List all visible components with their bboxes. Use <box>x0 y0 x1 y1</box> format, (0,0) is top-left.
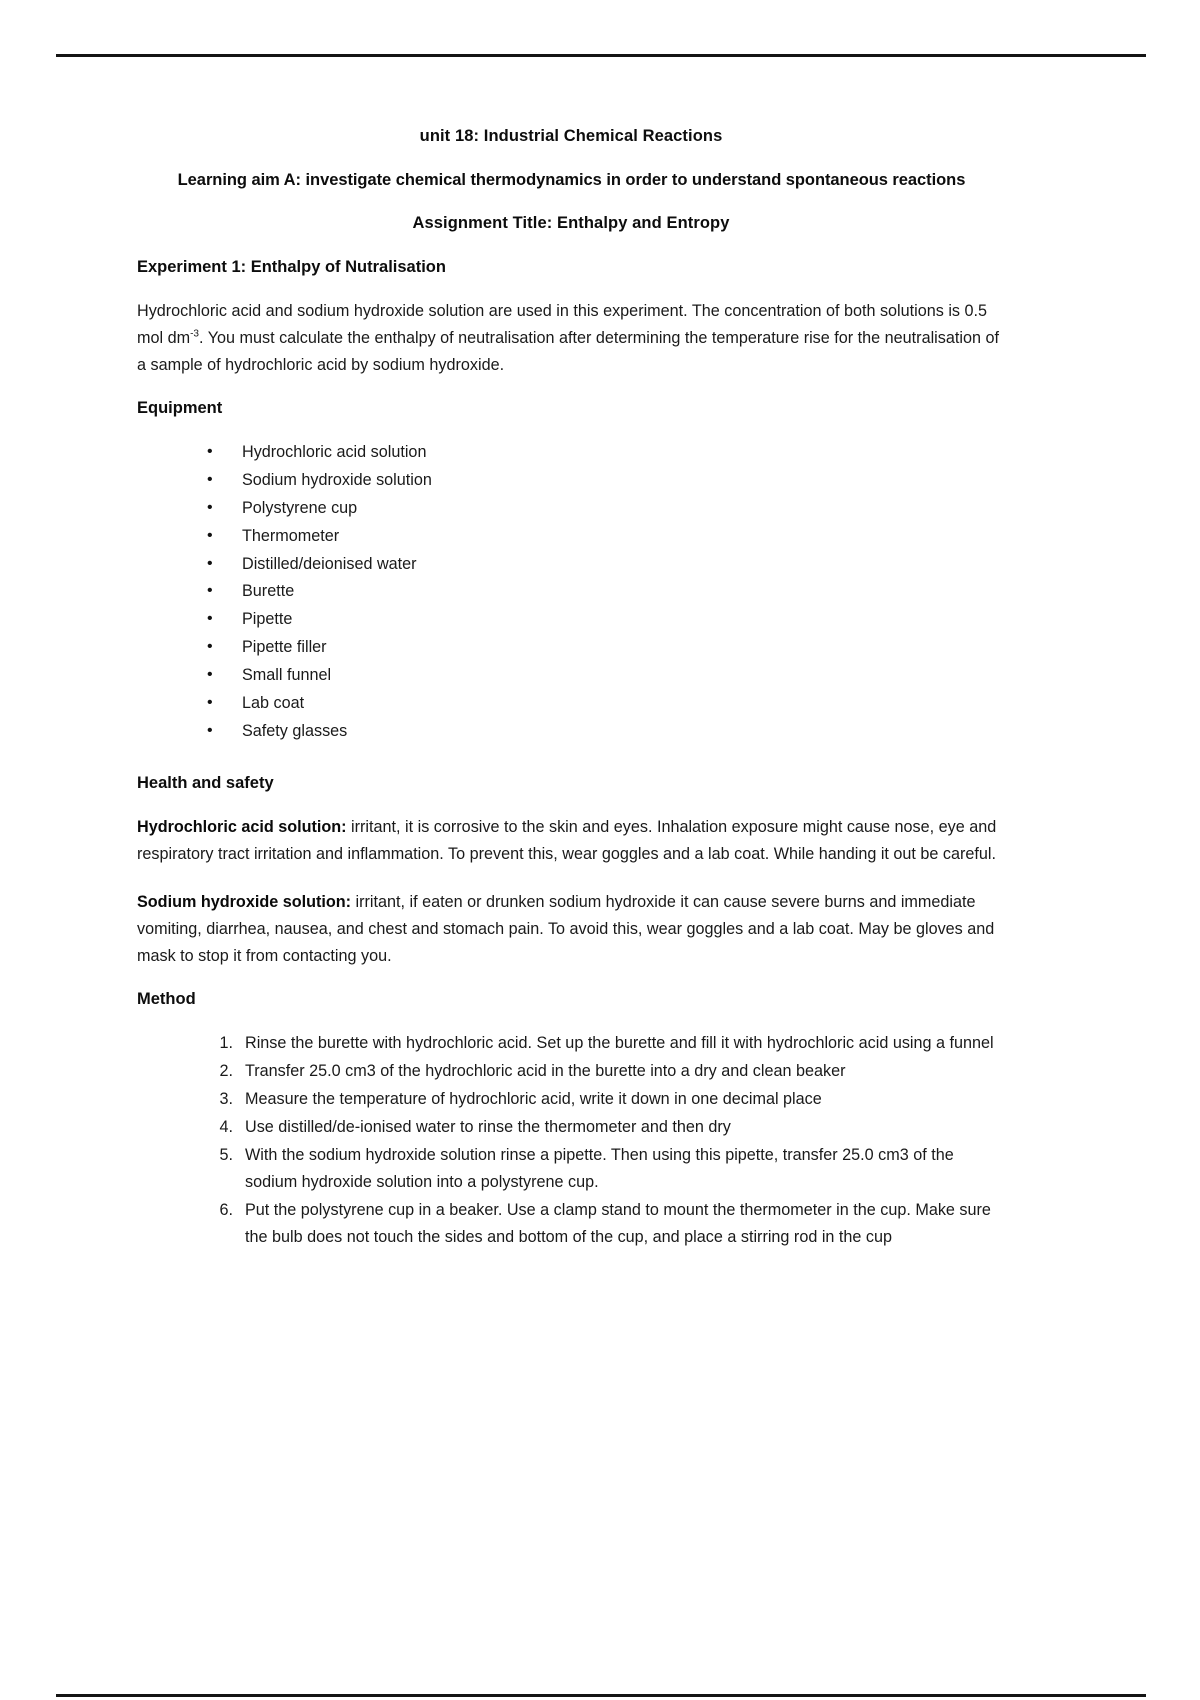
list-item: • Pipette <box>207 606 1005 634</box>
list-item: • Sodium hydroxide solution <box>207 467 1005 495</box>
list-item: • Safety glasses <box>207 718 1005 746</box>
list-item: Measure the temperature of hydrochloric acid, write it down in one decimal place <box>245 1090 822 1109</box>
experiment-intro-paragraph <box>137 298 1005 379</box>
hazard-hcl-label: Hydrochloric acid solution: <box>137 818 347 837</box>
intro-text-part1: Hydrochloric acid and sodium hydroxide solution are used in this experiment. The concentration of both solutions is 0.5 mol dm <box>137 302 988 347</box>
hazard-hydrochloric-acid-paragraph <box>137 814 1005 868</box>
method-list <box>137 1030 1005 1251</box>
list-item: With the sodium hydroxide solution rinse a pipette. Then using this pipette, transfer 25.0 cm3 of the sodium hydroxide solution into a polystyrene cup. <box>245 1146 954 1192</box>
experiment-heading: Experiment 1: Enthalpy of Nutralisation <box>137 257 446 276</box>
hazard-hcl-text: irritant, it is corrosive to the skin and eyes. Inhalation exposure might cause nose, eye and respiratory tract irritation and inflammation. To prevent this, wear goggles and a lab coat. While handing it out be careful. <box>137 818 997 864</box>
method-heading: Method <box>137 989 196 1008</box>
list-item: Rinse the burette with hydrochloric acid. Set up the burette and fill it with hydrochloric acid using a funnel <box>245 1034 994 1053</box>
hazard-naoh-text: irritant, if eaten or drunken sodium hydroxide it can cause severe burns and immediate vomiting, diarrhea, nausea, and chest and stomach pain. To avoid this, wear goggles and a lab coat. May be gloves and mask to stop it from contacting you. <box>137 892 995 965</box>
hazard-naoh-label: Sodium hydroxide solution: <box>137 892 352 911</box>
list-item: • Hydrochloric acid solution <box>207 439 1005 467</box>
equipment-heading: Equipment <box>137 398 223 417</box>
list-item: • Burette <box>207 578 1005 606</box>
document-content <box>137 128 1005 1252</box>
list-item: • Thermometer <box>207 523 1005 551</box>
equipment-list <box>137 439 1005 745</box>
list-item: • Small funnel <box>207 662 1005 690</box>
assignment-title: Assignment Title: Enthalpy and Entropy <box>412 214 730 232</box>
unit-title: unit 18: Industrial Chemical Reactions <box>419 127 723 145</box>
list-item: • Pipette filler <box>207 634 1005 662</box>
health-and-safety-heading: Health and safety <box>137 773 274 792</box>
footer-divider <box>56 1694 1146 1697</box>
header-divider <box>56 54 1146 57</box>
learning-aim-title: Learning aim A: investigate chemical thermodynamics in order to understand spontaneous reactions <box>177 170 966 189</box>
list-item: Put the polystyrene cup in a beaker. Use a clamp stand to mount the thermometer in the cup. Make sure the bulb does not touch the sides and bottom of the cup, and place a stirring rod in the cup <box>245 1201 991 1247</box>
list-item: • Lab coat <box>207 690 1005 718</box>
list-item: Transfer 25.0 cm3 of the hydrochloric acid in the burette into a dry and clean beaker <box>245 1062 846 1081</box>
list-item: Use distilled/de-ionised water to rinse the thermometer and then dry <box>245 1118 731 1137</box>
hazard-sodium-hydroxide-paragraph <box>137 889 1005 970</box>
list-item: • Polystyrene cup <box>207 495 1005 523</box>
concentration-superscript: -3 <box>190 328 199 340</box>
intro-text-part2: . You must calculate the enthalpy of neutralisation after determining the temperature rise for the neutralisation of a sample of hydrochloric acid by sodium hydroxide. <box>137 328 999 374</box>
list-item: • Distilled/deionised water <box>207 551 1005 579</box>
